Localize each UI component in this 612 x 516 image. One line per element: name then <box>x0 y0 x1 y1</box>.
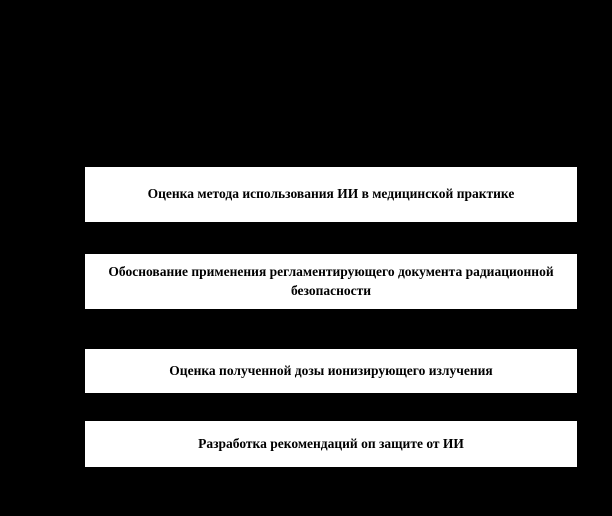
diagram-node-1[interactable] <box>84 166 578 223</box>
diagram-node-3-label: Оценка полученной дозы ионизирующего излучения <box>169 362 493 378</box>
diagram-node-4[interactable] <box>84 420 578 468</box>
diagram-node-2-label: Обоснование применения регламентирующего документа радиационной безопасности <box>108 264 554 298</box>
diagram-node-2[interactable] <box>84 253 578 310</box>
diagram-node-4-label: Разработка рекомендаций оп защите от ИИ <box>198 435 464 451</box>
diagram-node-3[interactable] <box>84 348 578 394</box>
diagram-node-1-label: Оценка метода использования ИИ в медицинской практике <box>147 186 515 202</box>
